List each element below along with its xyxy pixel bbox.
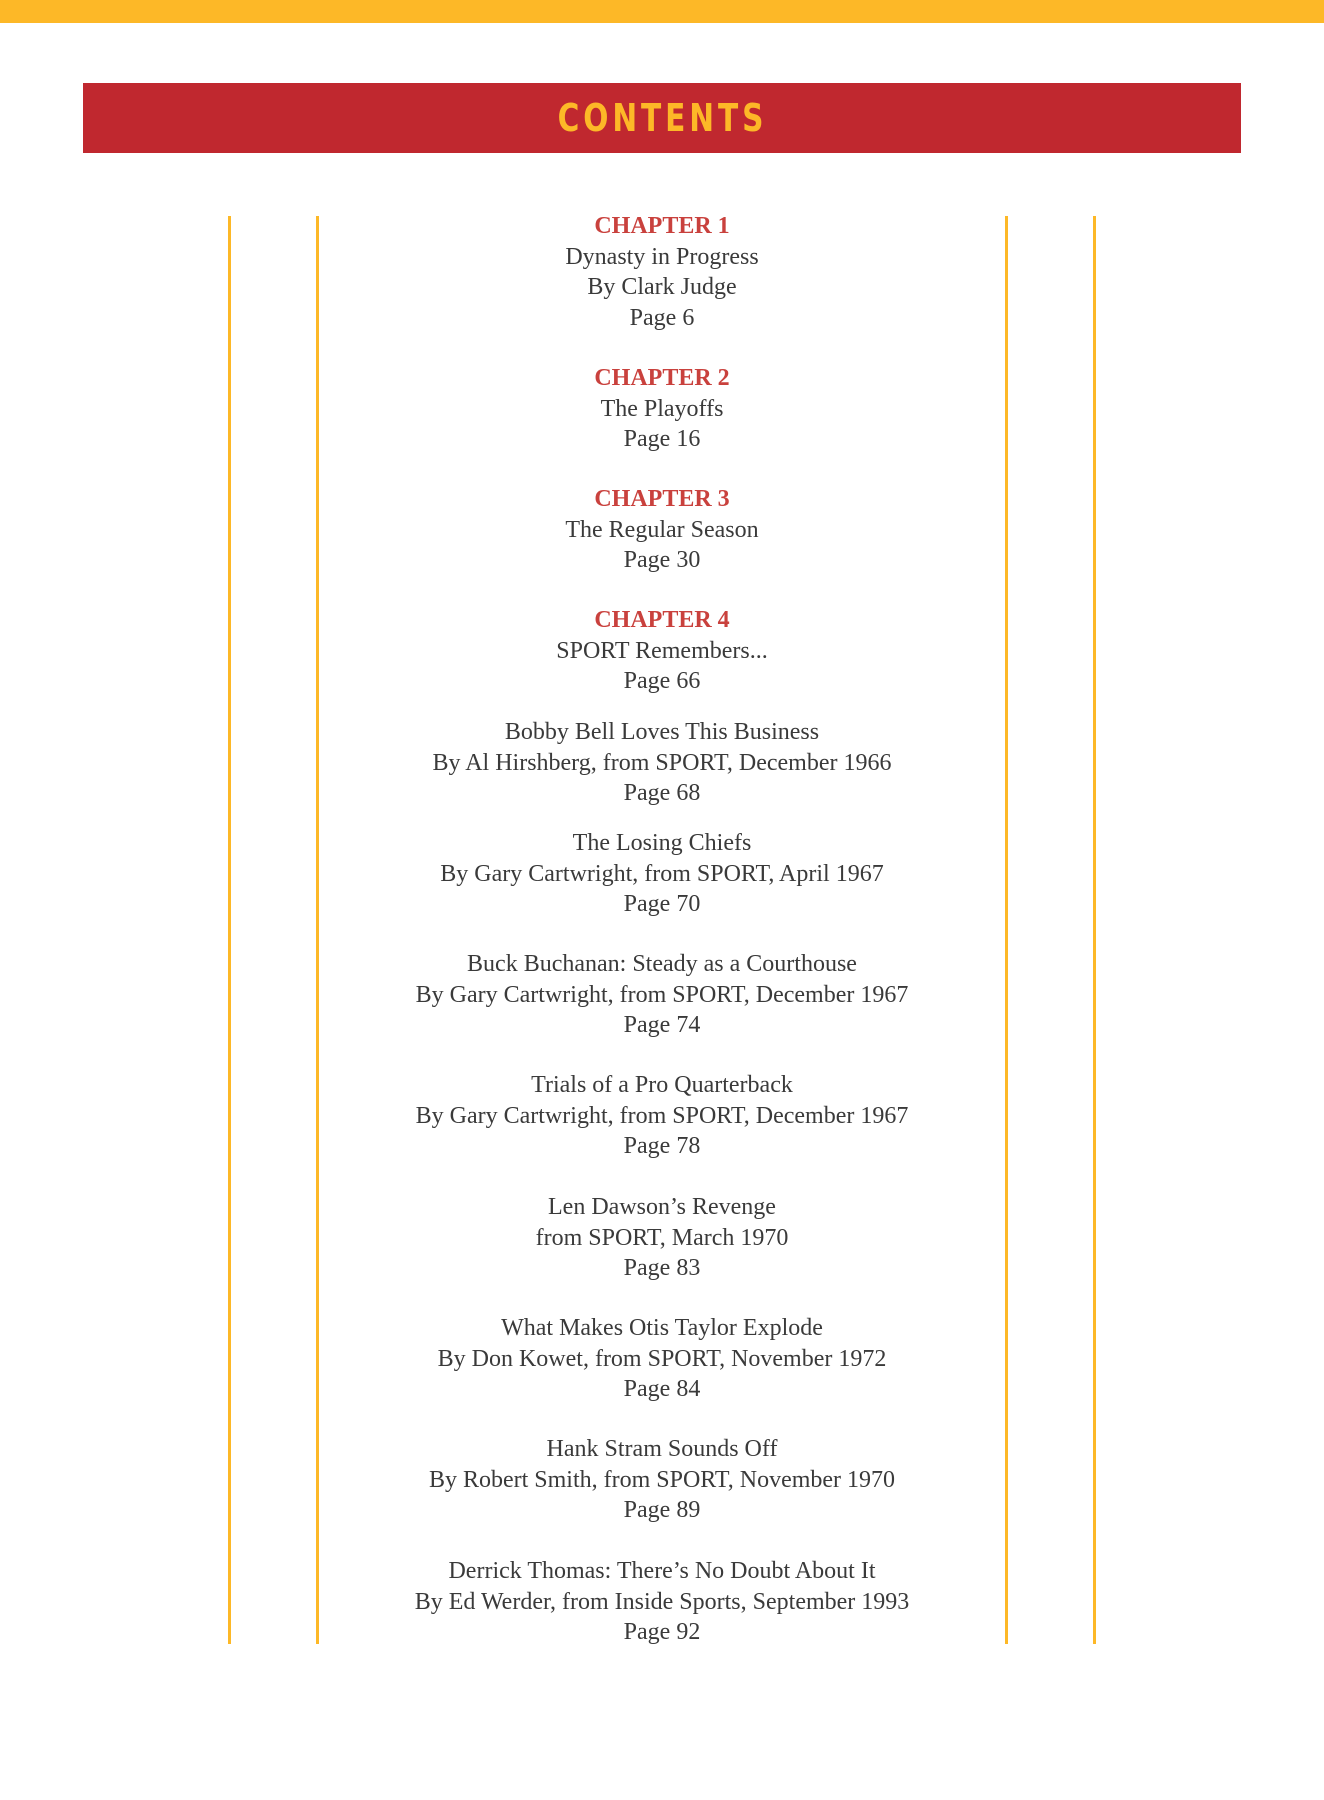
article-page: Page 84 <box>623 1376 701 1402</box>
article-title: Hank Stram Sounds Off <box>546 1436 778 1462</box>
chapter-byline: By Clark Judge <box>587 274 737 300</box>
article-title: Buck Buchanan: Steady as a Courthouse <box>467 951 857 977</box>
left-inner-rule <box>316 216 319 1644</box>
chapter-page: Page 16 <box>623 426 701 452</box>
article-title: Len Dawson’s Revenge <box>548 1194 776 1220</box>
chapter-heading: CHAPTER 2 <box>594 365 730 391</box>
right-outer-rule <box>1093 216 1096 1644</box>
chapter-entry-4[interactable] <box>330 605 994 697</box>
article-entry[interactable] <box>330 717 994 809</box>
chapter-entry-3[interactable] <box>330 484 994 576</box>
chapter-heading: CHAPTER 1 <box>594 213 730 239</box>
article-entry[interactable] <box>330 1192 994 1284</box>
chapter-page: Page 30 <box>623 547 701 573</box>
chapter-title: The Playoffs <box>600 395 724 422</box>
article-byline: By Gary Cartwright, from SPORT, December 1967 <box>415 981 909 1008</box>
article-title: Trials of a Pro Quarterback <box>531 1072 793 1098</box>
left-outer-rule <box>228 216 231 1644</box>
article-byline: By Gary Cartwright, from SPORT, December 1967 <box>415 1102 909 1129</box>
article-byline: By Gary Cartwright, from SPORT, April 1967 <box>440 860 884 887</box>
article-entry[interactable] <box>330 1070 994 1162</box>
article-page: Page 70 <box>623 891 701 917</box>
article-entry[interactable] <box>330 1434 994 1526</box>
chapter-title: SPORT Remembers... <box>556 637 768 664</box>
chapter-title: The Regular Season <box>565 516 759 543</box>
article-byline: By Al Hirshberg, from SPORT, December 1966 <box>432 749 892 776</box>
article-byline: By Robert Smith, from SPORT, November 1970 <box>428 1466 896 1493</box>
article-page: Page 89 <box>623 1497 701 1523</box>
chapter-page: Page 66 <box>623 668 701 694</box>
right-inner-rule <box>1005 216 1008 1644</box>
chapter-page: Page 6 <box>629 304 695 331</box>
article-title: The Losing Chiefs <box>572 830 752 856</box>
article-page: Page 92 <box>623 1619 701 1645</box>
article-byline: By Don Kowet, from SPORT, November 1972 <box>437 1345 887 1372</box>
article-page: Page 68 <box>623 780 701 806</box>
chapter-entry-2[interactable] <box>330 363 994 455</box>
top-accent-bar <box>0 0 1324 23</box>
chapter-entry-1[interactable] <box>330 211 994 333</box>
chapter-heading: CHAPTER 3 <box>594 486 730 512</box>
article-byline: By Ed Werder, from Inside Sports, September 1993 <box>414 1588 910 1615</box>
article-entry[interactable] <box>330 1313 994 1405</box>
article-title: What Makes Otis Taylor Explode <box>501 1315 823 1341</box>
article-entry[interactable] <box>330 1556 994 1648</box>
article-page: Page 78 <box>623 1133 701 1159</box>
article-byline: from SPORT, March 1970 <box>535 1224 789 1251</box>
article-page: Page 83 <box>623 1255 701 1281</box>
chapter-title: Dynasty in Progress <box>565 243 759 270</box>
article-page: Page 74 <box>623 1012 701 1038</box>
article-entry[interactable] <box>330 828 994 920</box>
article-entry[interactable] <box>330 949 994 1041</box>
contents-header-band <box>83 83 1241 153</box>
page-title: CONTENTS <box>557 96 767 140</box>
chapter-heading: CHAPTER 4 <box>594 607 730 633</box>
article-title: Derrick Thomas: There’s No Doubt About It <box>448 1558 876 1584</box>
article-title: Bobby Bell Loves This Business <box>504 719 820 745</box>
